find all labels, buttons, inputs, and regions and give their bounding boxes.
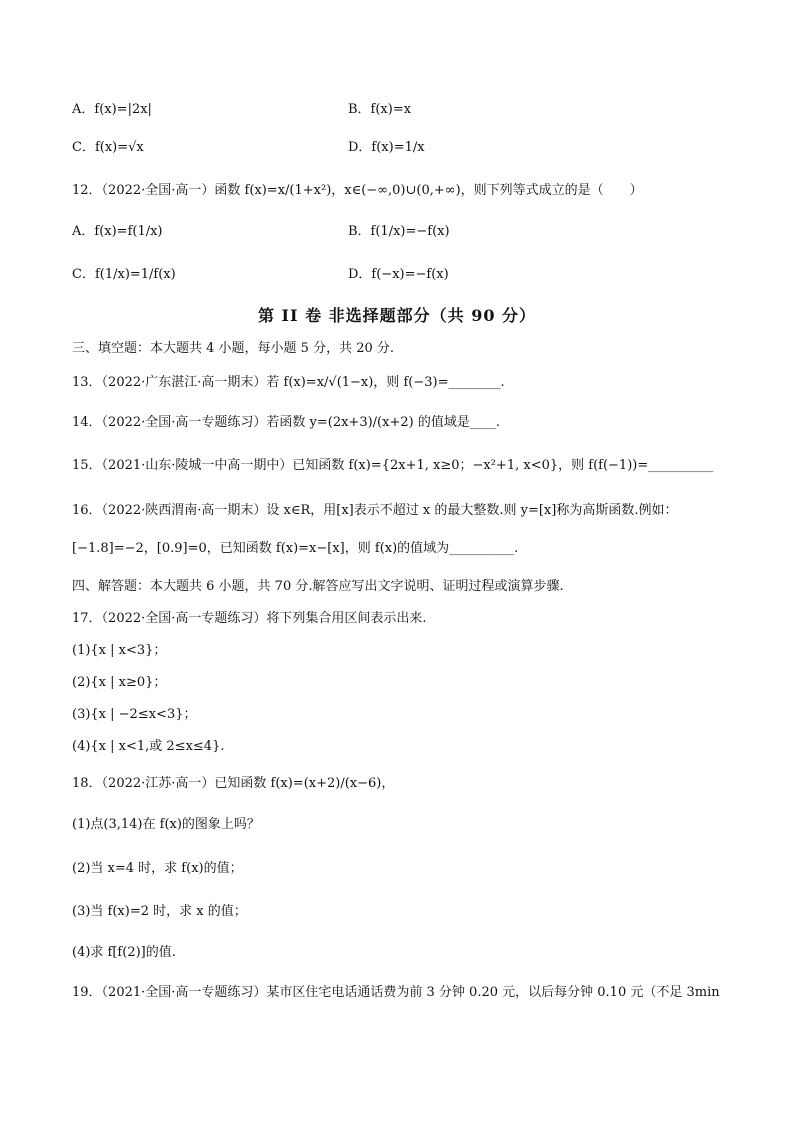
question-17-stem: 17．（2022·全国·高一专题练习）将下列集合用区间表示出来. [72, 611, 427, 626]
question-18-item-1: (1)点(3,14)在 f(x)的图象上吗？ [72, 817, 260, 832]
q11-option-b: B．f(x)=x [348, 102, 412, 117]
part3-header: 三、填空题：本大题共 4 小题，每小题 5 分，共 20 分. [72, 341, 395, 356]
question-18-stem: 18．（2022·江苏·高一）已知函数 f(x)=(x+2)/(x−6)， [72, 776, 395, 791]
question-14: 14．（2022·全国·高一专题练习）若函数 y=(2x+3)/(x+2) 的值域是____. [72, 415, 500, 430]
question-17-item-3: (3){x | −2≤x<3}； [72, 707, 197, 722]
question-13: 13．（2022·广东湛江·高一期末）若 f(x)=x/√(1−x)，则 f(−3)=________. [72, 375, 505, 390]
question-19: 19．（2021·全国·高一专题练习）某市区住宅电话通话费为前 3 分钟 0.20 元，以后每分钟 0.10 元（不足 3min [72, 985, 720, 1000]
part4-header: 四、解答题：本大题共 6 小题，共 70 分.解答应写出文字说明、证明过程或演算步骤. [72, 579, 564, 594]
q12-option-a: A．f(x)=f(1/x) [72, 224, 163, 239]
question-16-line2: [−1.8]=−2，[0.9]=0，已知函数 f(x)=x−[x]，则 f(x)的值域为__________. [72, 541, 519, 556]
question-18-item-4: (4)求 f[f(2)]的值. [72, 945, 176, 960]
question-18-item-2: (2)当 x=4 时，求 f(x)的值； [72, 861, 243, 876]
question-18-item-3: (3)当 f(x)=2 时，求 x 的值； [72, 904, 247, 919]
question-15: 15．（2021·山东·陵城一中高一期中）已知函数 f(x)={2x+1, x≥0；−x²+1, x<0}，则 f(f(−1))=__________ [72, 458, 714, 473]
q11-option-c: C．f(x)=√x [72, 140, 144, 155]
question-17-item-1: (1){x | x<3}； [72, 643, 167, 658]
question-17-item-4: (4){x | x<1,或 2≤x≤4}. [72, 739, 225, 754]
q11-option-d: D．f(x)=1/x [348, 140, 425, 155]
question-17-item-2: (2){x | x≥0}； [72, 675, 167, 690]
section-title: 第 II 卷 非选择题部分（共 90 分） [257, 306, 537, 325]
q12-stem: 12．（2022·全国·高一）函数 f(x)=x/(1+x²)，x∈(−∞,0)∪(0,+∞)，则下列等式成立的是（ ） [72, 183, 643, 198]
q12-option-c: C．f(1/x)=1/f(x) [72, 267, 176, 282]
q12-option-b: B．f(1/x)=−f(x) [348, 224, 450, 239]
q11-option-a: A．f(x)=|2x| [72, 102, 152, 117]
q12-option-d: D．f(−x)=−f(x) [348, 267, 449, 282]
question-16-line1: 16．（2022·陕西渭南·高一期末）设 x∈R，用[x]表示不超过 x 的最大整数.则 y=[x]称为高斯函数.例如： [72, 503, 678, 518]
